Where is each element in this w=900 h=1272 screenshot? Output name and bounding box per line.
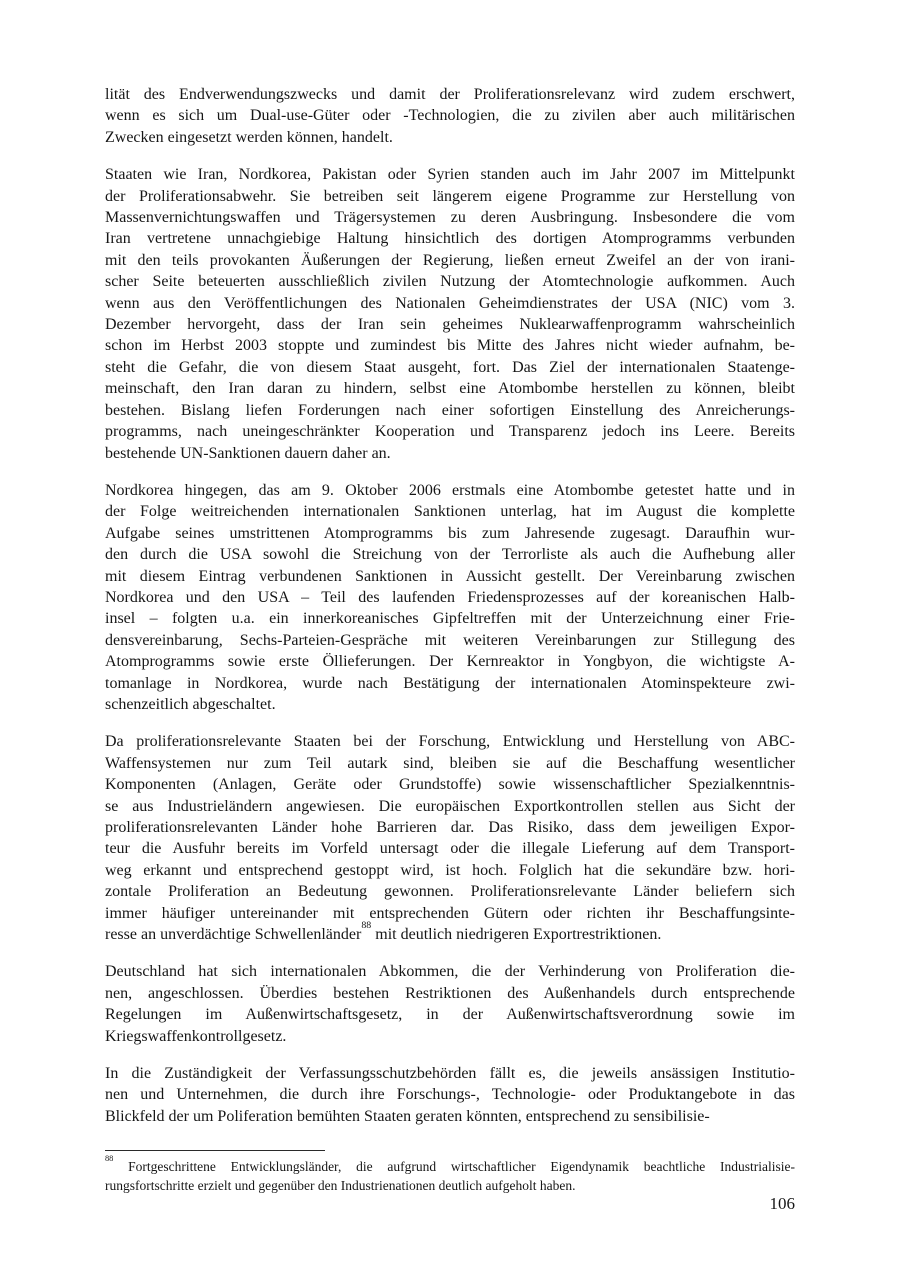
- text-line: meinschaft, den Iran daran zu hindern, selbst eine Atombombe herstellen zu können, bleibt: [105, 380, 795, 398]
- text-line: lität des Endverwendungszwecks und damit der Proliferationsrelevanz wird zudem erschwert,: [105, 86, 795, 103]
- text-line: den durch die USA sowohl die Streichung von der Terrorliste als auch die Aufhebung aller: [105, 546, 795, 564]
- text-line: programms, nach uneingeschränkter Kooperation und Transparenz jedoch ins Leere. Bereits: [105, 423, 795, 441]
- text-line: Nordkorea hingegen, das am 9. Oktober 2006 erstmals eine Atombombe getestet hatte und in: [105, 481, 795, 499]
- text-line: rungsfortschritte erzielt und gegenüber den Industrienationen deutlich aufgeholt haben.: [105, 1177, 576, 1193]
- text-line: $^{88}$ Fortgeschrittene Entwicklungsländer, die aufgrund wirtschaftlicher Eigendynamik beachtliche Industrialisie-: [105, 1154, 795, 1174]
- text-line: Iran vertretene unnachgiebige Haltung hinsichtlich des dortigen Atomprogramms verbunden: [105, 230, 795, 248]
- paragraph: [105, 480, 795, 715]
- text-line: Staaten wie Iran, Nordkorea, Pakistan oder Syrien standen auch im Jahr 2007 im Mittelpunkt: [105, 166, 795, 184]
- footnote-marker: 88: [105, 1154, 114, 1164]
- text-line: Waffensystemen nur zum Teil autark sind, bleiben sie auf die Beschaffung wesentlicher: [105, 754, 795, 772]
- text-line: teur die Ausfuhr bereits im Vorfeld untersagt oder die illegale Lieferung auf dem Transport-: [105, 840, 795, 858]
- text-line: Regelungen im Außenwirtschaftsgesetz, in der Außenwirtschaftsverordnung sowie im: [105, 1006, 795, 1024]
- text-line: Blickfeld der um Poliferation bemühten Staaten geraten könnten, entsprechend zu sensibilisie-: [105, 1107, 710, 1125]
- footnote-separator: [105, 1150, 325, 1151]
- body-text: [105, 84, 795, 1143]
- text-line: Massenvernichtungswaffen und Trägersystemen zu deren Ausbringung. Insbesondere die vom: [105, 209, 795, 227]
- text-line: insel – folgten u.a. ein innerkoreanisches Gipfeltreffen mit der Unterzeichnung einer Frie-: [105, 610, 795, 628]
- paragraph: [105, 164, 795, 464]
- text-line: Dezember hervorgeht, dass der Iran sein geheimes Nuklearwaffenprogramm wahrscheinlich: [105, 316, 795, 334]
- text-line: scher Seite beteuerten ausschließlich zivilen Nutzung der Atomtechnologie aufkommen. Auch: [105, 273, 795, 291]
- text-line: bestehende UN-Sanktionen dauern daher an.: [105, 444, 391, 462]
- footnote-area: [105, 1150, 795, 1195]
- text-line: schenzeitlich abgeschaltet.: [105, 695, 276, 713]
- text-line: Atomprogramms sowie erste Öllieferungen. Der Kernreaktor in Yongbyon, die wichtigste A-: [105, 653, 795, 671]
- text-line: bestehen. Bislang liefen Forderungen nach einer sofortigen Einstellung des Anreicherungs-: [105, 401, 795, 419]
- text-line: Komponenten (Anlagen, Geräte oder Grundstoffe) sowie wissenschaftlicher Spezialkenntnis-: [105, 776, 795, 794]
- paragraph: [105, 84, 795, 148]
- text-line: Deutschland hat sich internationalen Abkommen, die der Verhinderung von Proliferation die-: [105, 963, 795, 981]
- text-line: schon im Herbst 2003 stoppte und zumindest bis Mitte des Jahres nicht wieder aufnahm, be-: [105, 337, 795, 355]
- text-line: nen, angeschlossen. Überdies bestehen Restriktionen des Außenhandels durch entsprechende: [105, 984, 795, 1002]
- text-line: der Folge weitreichenden internationalen Sanktionen unterlag, hat im August die komplette: [105, 503, 795, 521]
- text-line: Kriegswaffenkontrollgesetz.: [105, 1027, 287, 1045]
- text-line: densvereinbarung, Sechs-Parteien-Gespräche mit weiteren Vereinbarungen zur Stillegung des: [105, 631, 795, 649]
- text-line: weg erkannt und entsprechend gestoppt wird, ist hoch. Folglich hat die sekundäre bzw. hori-: [105, 861, 795, 879]
- text-line: der Proliferationsabwehr. Sie betreiben seit längerem eigene Programme zur Herstellung von: [105, 187, 795, 205]
- text-line: Da proliferationsrelevante Staaten bei der Forschung, Entwicklung und Herstellung von ABC-: [105, 733, 795, 751]
- paragraph: [105, 1063, 795, 1127]
- text-line: mit den teils provokanten Äußerungen der Regierung, ließen erneut Zweifel an der von irani-: [105, 251, 795, 269]
- text-line: immer häufiger untereinander mit entsprechenden Gütern oder richten ihr Beschaffungsinte-: [105, 904, 795, 922]
- text-line: mit diesem Eintrag verbundenen Sanktionen in Aussicht gestellt. Der Vereinbarung zwischen: [105, 567, 795, 585]
- text-line: wenn aus den Veröffentlichungen des Nationalen Geheimdienstrates der USA (NIC) vom 3.: [105, 294, 795, 312]
- text-line: In die Zuständigkeit der Verfassungsschutzbehörden fällt es, die jeweils ansässigen Institutio-: [105, 1065, 795, 1083]
- text-line: zontale Proliferation an Bedeutung gewonnen. Proliferationsrelevante Länder beliefern sich: [105, 883, 795, 901]
- text-line: steht die Gefahr, die von diesem Staat ausgeht, fort. Das Ziel der internationalen Staatenge-: [105, 358, 795, 376]
- footnote-text: [105, 1154, 795, 1195]
- footnote-marker: 88: [361, 919, 372, 931]
- text-line: Nordkorea und den USA – Teil des laufenden Friedensprozesses auf der koreanischen Halb-: [105, 588, 795, 606]
- page-number: 106: [769, 1194, 795, 1213]
- text-line: proliferationsrelevanten Länder hohe Barrieren dar. Das Risiko, dass dem jeweiligen Expor-: [105, 819, 795, 836]
- paragraph: [105, 961, 795, 1047]
- text-line: tomanlage in Nordkorea, wurde nach Bestätigung der internationalen Atominspekteure zwi-: [105, 674, 795, 692]
- text-line: Zwecken eingesetzt werden können, handelt.: [105, 128, 393, 146]
- paragraph: [105, 731, 795, 945]
- text-line: resse an unverdächtige Schwellenländer$^{88}$ mit deutlich niedrigeren Exportrestriktionen.: [105, 919, 662, 944]
- text-line: se aus Industrieländern angewiesen. Die europäischen Exportkontrollen stellen aus Sicht der: [105, 797, 795, 815]
- text-line: nen und Unternehmen, die durch ihre Forschungs-, Technologie- oder Produktangebote in das: [105, 1086, 795, 1104]
- text-line: wenn es sich um Dual-use-Güter oder -Technologien, die zu zivilen aber auch militärischen: [105, 107, 795, 125]
- text-line: Aufgabe seines umstrittenen Atomprogramms bis zum Jahresende zugesagt. Daraufhin wur-: [105, 524, 795, 542]
